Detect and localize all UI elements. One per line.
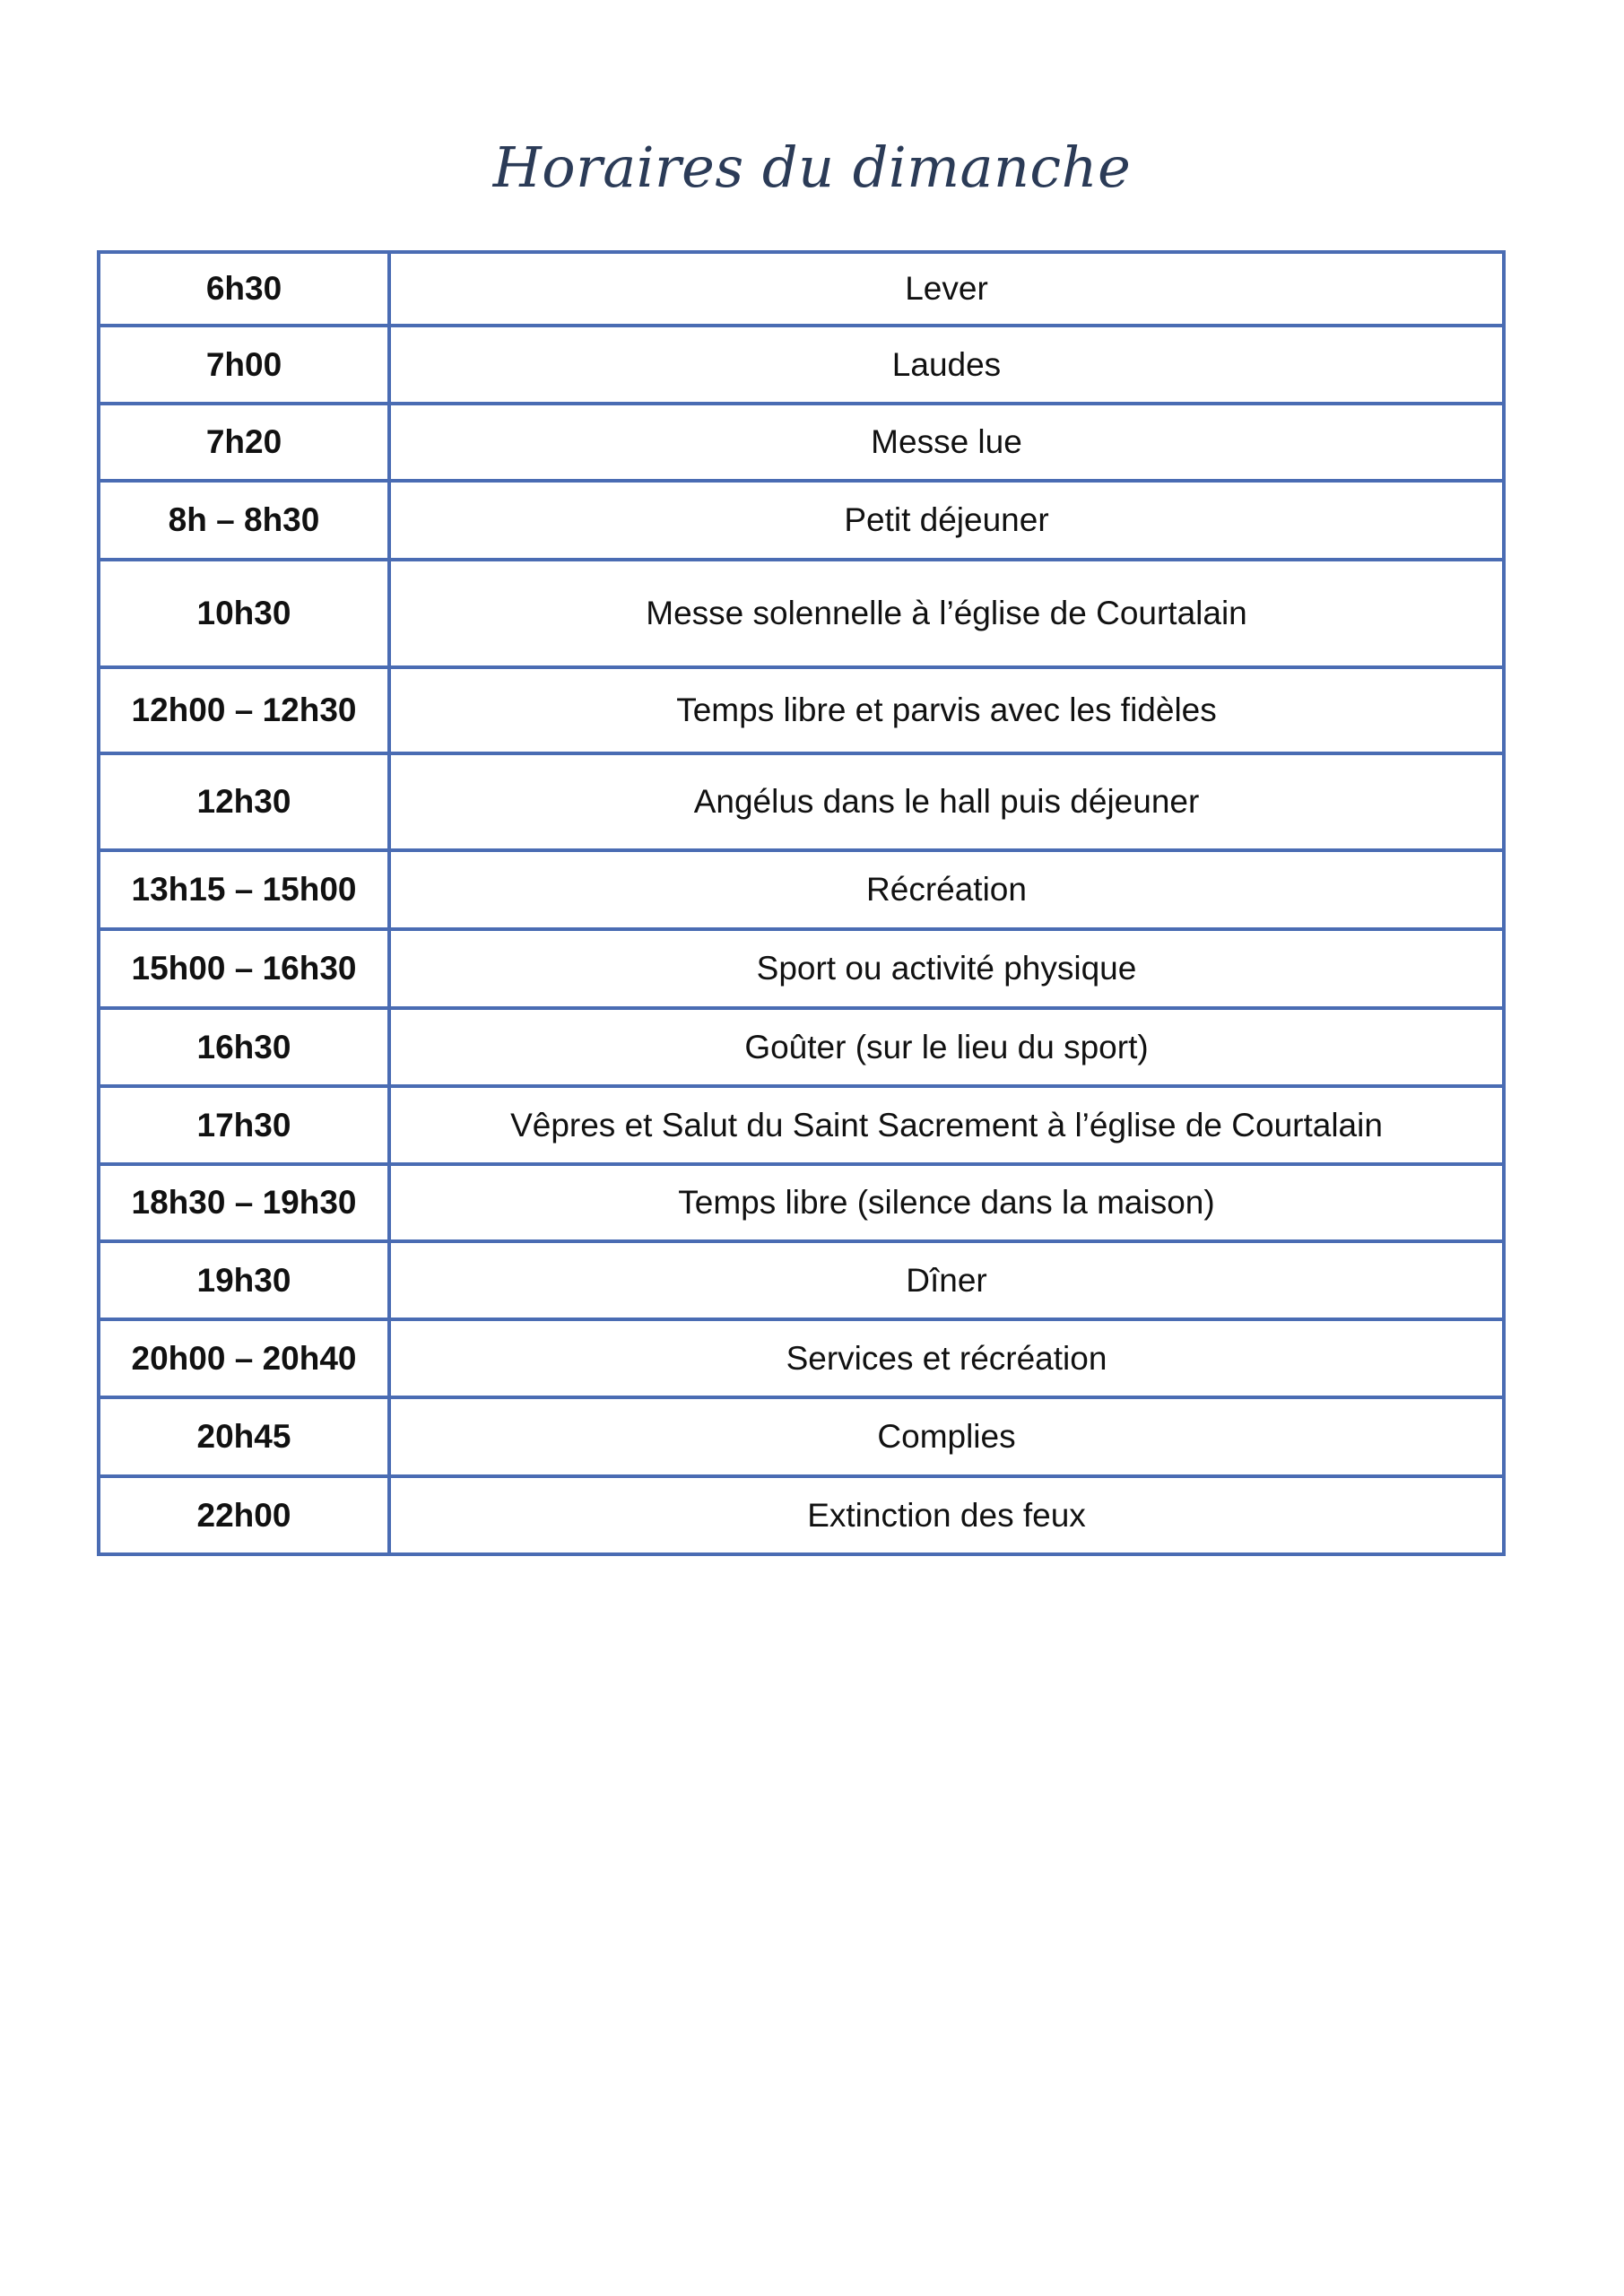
time-cell: 6h30: [99, 252, 389, 326]
activity-cell: Dîner: [389, 1241, 1504, 1319]
schedule-table: [97, 250, 1506, 1556]
time-cell: 13h15 – 15h00: [99, 850, 389, 929]
activity-cell: Laudes: [389, 326, 1504, 404]
table-row: [99, 404, 1504, 481]
activity-cell: Goûter (sur le lieu du sport): [389, 1008, 1504, 1086]
time-cell: 17h30: [99, 1086, 389, 1164]
time-cell: 7h00: [99, 326, 389, 404]
activity-cell: Petit déjeuner: [389, 481, 1504, 560]
table-row: [99, 667, 1504, 753]
time-cell: 20h00 – 20h40: [99, 1319, 389, 1397]
table-row: [99, 929, 1504, 1008]
page-title: Horaires du dimanche: [492, 135, 1132, 200]
table-row: [99, 560, 1504, 667]
table-row: [99, 1086, 1504, 1164]
time-cell: 12h30: [99, 753, 389, 850]
time-cell: 22h00: [99, 1476, 389, 1554]
table-row: [99, 326, 1504, 404]
activity-cell: Angélus dans le hall puis déjeuner: [389, 753, 1504, 850]
table-row: [99, 252, 1504, 326]
time-cell: 7h20: [99, 404, 389, 481]
time-cell: 15h00 – 16h30: [99, 929, 389, 1008]
activity-cell: Temps libre (silence dans la maison): [389, 1164, 1504, 1241]
activity-cell: Services et récréation: [389, 1319, 1504, 1397]
activity-cell: Complies: [389, 1397, 1504, 1476]
time-cell: 8h – 8h30: [99, 481, 389, 560]
activity-cell: Extinction des feux: [389, 1476, 1504, 1554]
activity-cell: Sport ou activité physique: [389, 929, 1504, 1008]
activity-cell: Messe solennelle à l’église de Courtalain: [389, 560, 1504, 667]
activity-cell: Vêpres et Salut du Saint Sacrement à l’église de Courtalain: [389, 1086, 1504, 1164]
time-cell: 12h00 – 12h30: [99, 667, 389, 753]
time-cell: 19h30: [99, 1241, 389, 1319]
table-row: [99, 753, 1504, 850]
time-cell: 10h30: [99, 560, 389, 667]
time-cell: 16h30: [99, 1008, 389, 1086]
table-row: [99, 1241, 1504, 1319]
table-row: [99, 1319, 1504, 1397]
activity-cell: Lever: [389, 252, 1504, 326]
activity-cell: Temps libre et parvis avec les fidèles: [389, 667, 1504, 753]
activity-cell: Récréation: [389, 850, 1504, 929]
table-row: [99, 1397, 1504, 1476]
time-cell: 18h30 – 19h30: [99, 1164, 389, 1241]
table-row: [99, 1476, 1504, 1554]
table-row: [99, 481, 1504, 560]
table-row: [99, 1164, 1504, 1241]
table-row: [99, 850, 1504, 929]
table-row: [99, 1008, 1504, 1086]
time-cell: 20h45: [99, 1397, 389, 1476]
activity-cell: Messe lue: [389, 404, 1504, 481]
